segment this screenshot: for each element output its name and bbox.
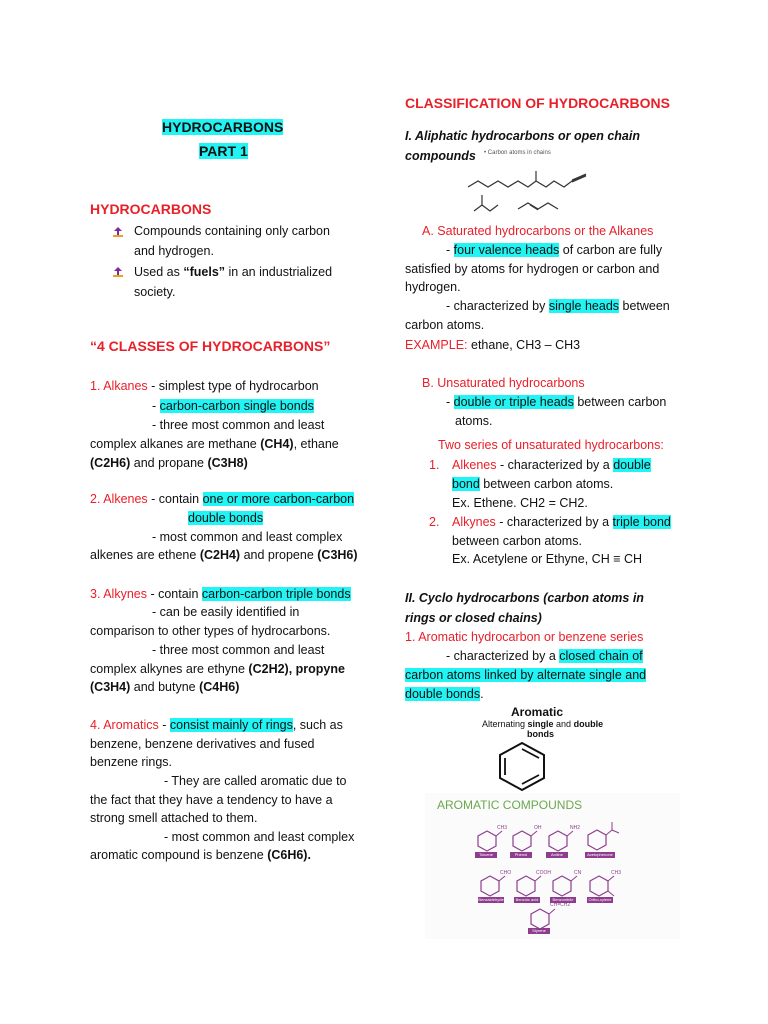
series-1-line-1: Alkenes - characterized by a double [452, 458, 651, 472]
alkenes-line-3: - most common and least complex [152, 530, 343, 544]
arrow-bullet-icon [112, 226, 124, 238]
aromatic-line-3: double bonds. [405, 687, 484, 701]
cyclo-line-2: rings or closed chains) [405, 611, 542, 625]
unsaturated-line-1: - double or triple heads between carbon [446, 395, 667, 409]
classification-heading: CLASSIFICATION OF HYDROCARBONS [405, 95, 670, 111]
saturated-heading: A. Saturated hydrocarbons or the Alkanes [422, 224, 654, 238]
series-1-number: 1. [429, 458, 440, 472]
compound-benzaldehyde: CHO Benzaldehyde [478, 870, 512, 902]
alkynes-line-6: (C3H4) and butyne (C4H6) [90, 680, 240, 694]
alkenes-line-2: double bonds [188, 511, 264, 525]
carbon-chain-figure [466, 165, 596, 217]
alkenes-line-4: alkenes are ethene (C2H4) and propene (C3H6) [90, 548, 358, 562]
saturated-line-5: carbon atoms. [405, 318, 485, 332]
saturated-line-4: - characterized by single heads between [446, 299, 670, 313]
unsaturated-heading: B. Unsaturated hydrocarbons [422, 376, 585, 390]
bullet-text-2b: society. [134, 285, 176, 299]
aliphatic-line-1: I. Aliphatic hydrocarbons or open chain [405, 129, 640, 143]
alkynes-line-1: 3. Alkynes - contain carbon-carbon triple bonds [90, 587, 351, 601]
series-1-line-3: Ex. Ethene. CH2 = CH2. [452, 496, 588, 510]
compound-benzonitrile: CN Benzonitrile [550, 870, 580, 901]
aromatics-line-3: benzene rings. [90, 755, 173, 769]
saturated-line-2: satisfied by atoms for hydrogen or carbon and [405, 262, 660, 276]
compound-aniline: NH2 Aniline [546, 825, 576, 856]
bullet-text-2: Used as “fuels” in an industrialized [134, 265, 333, 279]
cyclo-line-1: II. Cyclo hydrocarbons (carbon atoms in [405, 591, 644, 605]
compound-styrene: CH=CH2 Styrene [528, 903, 564, 932]
alkynes-line-3: comparison to other types of hydrocarbons. [90, 624, 331, 638]
alkenes-line-1: 2. Alkenes - contain one or more carbon-carbon [90, 492, 355, 506]
arrow-bullet-icon [112, 266, 124, 278]
compound-phenol: OH Phenol [510, 825, 540, 856]
aromatics-line-2: benzene, benzene derivatives and fused [90, 737, 315, 751]
acetophenone-structure-icon [585, 820, 621, 852]
unsaturated-line-2: atoms. [455, 414, 493, 428]
alkanes-line-3: - three most common and least [152, 418, 325, 432]
aromatic-series-heading: 1. Aromatic hydrocarbon or benzene series [405, 630, 644, 644]
aromatics-line-5: the fact that they have a tendency to have a [90, 793, 333, 807]
compound-benzoic-acid: COOH Benzoic acid [515, 870, 551, 902]
aromatic-compounds-title: AROMATIC COMPOUNDS [437, 798, 583, 812]
doc-subtitle: PART 1 [199, 143, 248, 159]
alkanes-line-4: complex alkanes are methane (CH4), ethane [90, 437, 339, 451]
classes-heading: “4 CLASSES OF HYDROCARBONS” [90, 338, 331, 354]
saturated-line-3: hydrogen. [405, 280, 461, 294]
series-2-line-2: between carbon atoms. [452, 534, 582, 548]
aromatic-line-1: - characterized by a closed chain of [446, 649, 643, 663]
alkanes-line-5: (C2H6) and propane (C3H8) [90, 456, 248, 470]
compound-toluene: CH3 Toluene [475, 825, 505, 856]
aromatics-line-7: - most common and least complex [164, 830, 355, 844]
aromatic-figure-subtitle-2: bonds [527, 729, 554, 739]
compound-ortho-xylene: CH3 Ortho-xylene [588, 870, 622, 902]
alkanes-line-2: - carbon-carbon single bonds [152, 399, 314, 413]
alkanes-line-1: 1. Alkanes - simplest type of hydrocarbon [90, 379, 319, 393]
compound-acetophenone: Acetophenone [585, 820, 621, 855]
alkynes-line-2: - can be easily identified in [152, 605, 300, 619]
series-2-number: 2. [429, 515, 440, 529]
doc-title: HYDROCARBONS [162, 119, 284, 135]
alkynes-line-4: - three most common and least [152, 643, 325, 657]
chain-figure-caption: • Carbon atoms in chains [484, 150, 551, 156]
benzene-ring-icon [494, 740, 550, 792]
two-series-heading: Two series of unsaturated hydrocarbons: [438, 438, 664, 452]
bullet-text-1b: and hydrogen. [134, 244, 214, 258]
alkynes-line-5: complex alkynes are ethyne (C2H2), propyne [90, 662, 345, 676]
bullet-text-1: Compounds containing only carbon [134, 224, 330, 238]
example-line: EXAMPLE: ethane, CH3 – CH3 [405, 338, 581, 352]
series-2-line-3: Ex. Acetylene or Ethyne, CH ≡ CH [452, 552, 643, 566]
series-2-line-1: Alkynes - characterized by a triple bond [452, 515, 671, 529]
aromatic-figure-subtitle: Alternating single and double [482, 719, 604, 729]
series-1-line-2: bond between carbon atoms. [452, 477, 614, 491]
section-heading-hydrocarbons: HYDROCARBONS [90, 201, 212, 217]
aromatics-line-6: strong smell attached to them. [90, 811, 258, 825]
saturated-line-1: - four valence heads of carbon are fully [446, 243, 663, 257]
aromatics-line-1: 4. Aromatics - consist mainly of rings, such as [90, 718, 343, 732]
aromatic-figure-title: Aromatic [511, 705, 564, 719]
aromatics-line-4: - They are called aromatic due to [164, 774, 347, 788]
aromatics-line-8: aromatic compound is benzene (C6H6). [90, 848, 311, 862]
aliphatic-line-2: compounds [405, 149, 476, 163]
aromatic-line-2: carbon atoms linked by alternate single and [405, 668, 647, 682]
